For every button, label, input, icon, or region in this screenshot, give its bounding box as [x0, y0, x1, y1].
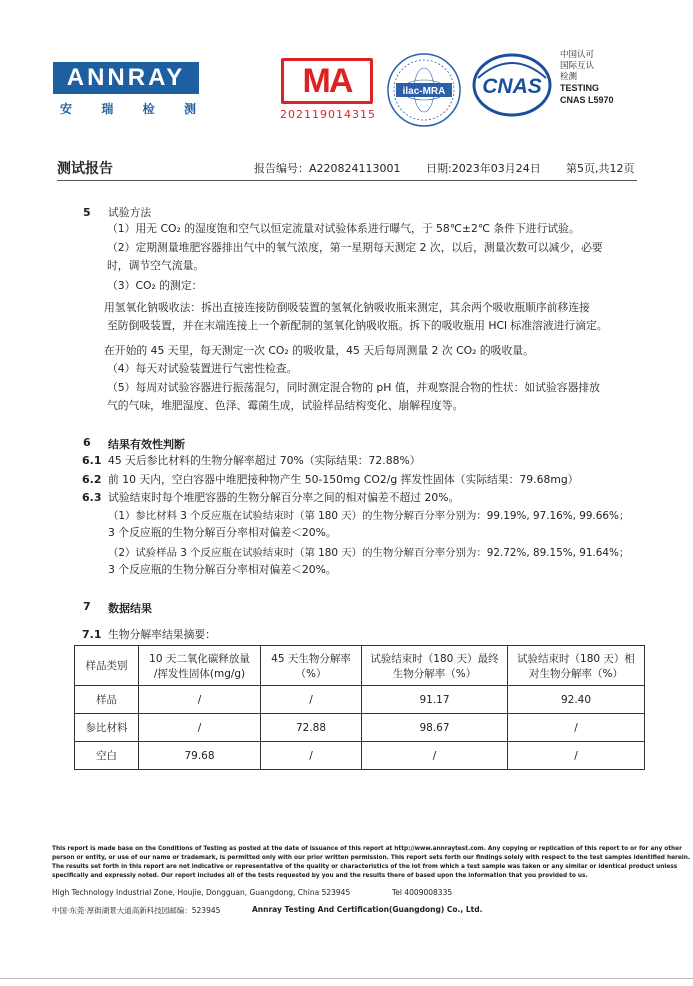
table-cell: 91.17 — [362, 686, 508, 714]
section-7-number: 7 — [83, 600, 91, 613]
report-title: 测试报告 — [57, 161, 113, 177]
annray-logo-cn: 安 瑞 检 测 — [60, 102, 196, 116]
section-6-number: 6 — [83, 436, 91, 449]
table-cell: 98.67 — [362, 714, 508, 742]
table-header-cell: 样品类别 — [75, 646, 139, 686]
table-cell: / — [362, 742, 508, 770]
disclaimer-line-4: specifically and expressly noted. Our report includes all of the tests requested by you and the results there of based upon the information that you provided to us. — [52, 873, 588, 879]
s5-line-2b: 时，调节空气流量。 — [107, 259, 205, 272]
address-en: High Technology Industrial Zone, Houjie, Dongguan, Guangdong, China 523945 — [52, 888, 351, 897]
table-cell: 参比材料 — [75, 714, 139, 742]
s5-line-2a: （2）定期测量堆肥容器排出气中的氧气浓度，第一星期每天测定 2 次，以后，测量次数可以减少，必要 — [107, 241, 603, 254]
section-7-title: 数据结果 — [108, 602, 152, 615]
s6-3-sub1b: 3 个反应瓶的生物分解百分率相对偏差＜20%。 — [108, 526, 337, 539]
table-cell: / — [139, 714, 261, 742]
results-table — [74, 645, 645, 770]
header-divider — [57, 180, 637, 181]
table-cell: / — [508, 742, 645, 770]
s6-3-text: 试验结束时每个堆肥容器的生物分解百分率之间的相对偏差不超过 20%。 — [108, 491, 460, 504]
s7-1-text: 生物分解率结果摘要： — [108, 628, 216, 641]
report-number: 报告编号：A220824113001 — [254, 162, 401, 175]
section-6-title: 结果有效性判断 — [108, 438, 185, 451]
s7-1-number: 7.1 — [82, 628, 102, 641]
disclaimer-line-3: The results set forth in this report are not indicative or representative of the quality or characteristics of the lot from which a test sample was taken or any similar or identical product unless — [52, 864, 678, 870]
page-number: 第5页,共12页 — [566, 162, 635, 175]
table-header-cell: 试验结束时（180 天）相 对生物分解率（%） — [508, 646, 645, 686]
table-cell: 样品 — [75, 686, 139, 714]
s5-line-7b: 气的气味，堆肥湿度、色泽、霉菌生成，试验样品结构变化、崩解程度等。 — [107, 399, 464, 412]
cma-logo: MA — [302, 62, 352, 100]
s5-line-5: 在开始的 45 天里，每天测定一次 CO₂ 的吸收量，45 天后每周测量 2 次 CO₂ 的吸收量。 — [104, 344, 534, 357]
table-header-cell: 试验结束时（180 天）最终 生物分解率（%） — [362, 646, 508, 686]
s6-3-number: 6.3 — [82, 491, 102, 504]
s6-2-number: 6.2 — [82, 473, 102, 486]
table-cell: 空白 — [75, 742, 139, 770]
table-header-cell: 45 天生物分解率 （%） — [261, 646, 362, 686]
cnas-text: CNAS — [482, 75, 542, 98]
section-5-title: 试验方法 — [108, 206, 152, 219]
address-cn: 中国·东莞·厚街湖景大道高新科技园邮编：523945 — [52, 906, 221, 915]
table-cell: / — [261, 742, 362, 770]
disclaimer-line-1: This report is made base on the Conditions of Testing as posted at the date of issuance of this report at http://www.annraytest.com. Any copying or replication of this report to or for any other — [52, 846, 682, 852]
s5-line-7a: （5）每周对试验容器进行振荡混匀，同时测定混合物的 pH 值，并观察混合物的性状：如试验容器排放 — [107, 381, 600, 394]
cert-info: 中国认可 国际互认 检测 TESTING CNAS L5970 — [560, 50, 614, 105]
annray-logo: ANNRAY — [53, 62, 199, 94]
table-header-cell: 10 天二氧化碳释放量 /挥发性固体(mg/g) — [139, 646, 261, 686]
s6-3-sub2a: （2）试验样品 3 个反应瓶在试验结束时（第 180 天）的生物分解百分率分别为：92.72%, 89.15%, 91.64%； — [108, 547, 630, 559]
table-row — [75, 686, 645, 714]
disclaimer-line-2: person or entity, or use of our name or trademark, is permitted only with our prior written permission. This report sets forth our findings solely with respect to the test samples identified herein. — [52, 855, 691, 861]
s5-line-6: （4）每天对试验装置进行气密性检查。 — [107, 362, 298, 375]
table-cell: / — [508, 714, 645, 742]
table-header-row — [75, 646, 645, 686]
table-cell: / — [261, 686, 362, 714]
s5-line-3: （3）CO₂ 的测定： — [107, 279, 203, 292]
table-cell: 72.88 — [261, 714, 362, 742]
ilac-mra-text: ilac-MRA — [402, 86, 446, 97]
cma-number: 202119014315 — [280, 108, 376, 121]
s6-3-sub1a: （1）参比材料 3 个反应瓶在试验结束时（第 180 天）的生物分解百分率分别为：99.19%, 97.16%, 99.66%； — [108, 510, 630, 522]
section-5-number: 5 — [83, 206, 91, 219]
table-cell: 79.68 — [139, 742, 261, 770]
s6-3-sub2b: 3 个反应瓶的生物分解百分率相对偏差＜20%。 — [108, 563, 337, 576]
table-row — [75, 714, 645, 742]
s5-line-1: （1）用无 CO₂ 的湿度饱和空气以恒定流量对试验体系进行曝气，于 58℃±2℃ 条件下进行试验。 — [107, 222, 580, 235]
ilac-mra-logo — [384, 50, 464, 130]
telephone: Tel 4009008335 — [392, 888, 453, 897]
bottom-divider — [0, 978, 693, 979]
s5-line-4a: 用氢氧化钠吸收法：拆出直接连接防倒吸装置的氢氧化钠吸收瓶来测定，其余两个吸收瓶顺序前移连接 — [104, 301, 590, 314]
s6-1-number: 6.1 — [82, 454, 102, 467]
table-cell: / — [139, 686, 261, 714]
s5-line-4b: 至防倒吸装置，并在末端连接上一个新配制的氢氧化钠吸收瓶。拆下的吸收瓶用 HCl 标准溶液进行滴定。 — [107, 319, 608, 332]
table-cell: 92.40 — [508, 686, 645, 714]
cnas-logo — [470, 50, 554, 120]
s6-1-text: 45 天后参比材料的生物分解率超过 70%（实际结果：72.88%） — [108, 454, 421, 467]
report-date: 日期:2023年03月24日 — [426, 162, 541, 175]
s6-2-text: 前 10 天内，空白容器中堆肥接种物产生 50-150mg CO2/g 挥发性固体（实际结果：79.68mg） — [108, 473, 579, 486]
table-row — [75, 742, 645, 770]
company-name: Annray Testing And Certification(Guangdong) Co., Ltd. — [252, 905, 483, 914]
